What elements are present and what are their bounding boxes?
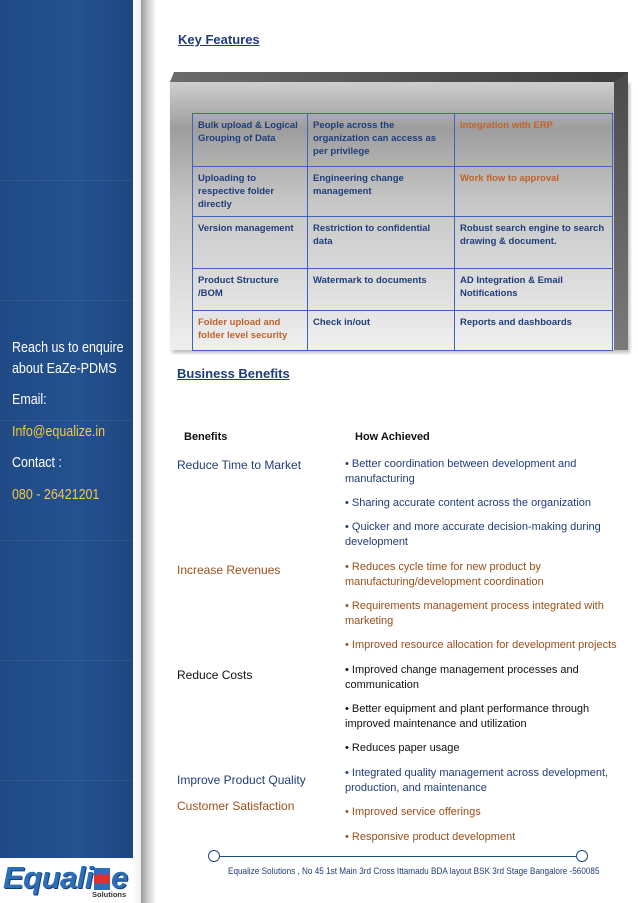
- table-cell: Work flow to approval: [455, 167, 613, 217]
- benefit-item: Improve Product Quality: [177, 773, 306, 787]
- table-cell: Reports and dashboards: [455, 311, 613, 351]
- benefit-item: Increase Revenues: [177, 563, 281, 577]
- enquire-text-line-2: about EaZe-PDMS: [12, 360, 117, 377]
- footer-left-dot: [208, 850, 220, 862]
- features-table: [192, 113, 613, 351]
- features-panel-side: [614, 72, 628, 350]
- benefit-item: Customer Satisfaction: [177, 799, 295, 813]
- footer-right-dot: [576, 850, 588, 862]
- achievement-point: • Responsive product development: [345, 831, 516, 843]
- achievement-point: • Improved service offerings: [345, 806, 481, 818]
- achievement-point: • Quicker and more accurate decision-making during development: [345, 521, 601, 548]
- contact-label: Contact :: [12, 455, 62, 471]
- table-cell: Version management: [193, 217, 308, 269]
- contact-block: [12, 338, 124, 505]
- table-cell: AD Integration & Email Notifications: [455, 269, 613, 311]
- table-cell: Folder upload and folder level security: [193, 311, 308, 351]
- benefit-item: Reduce Costs: [177, 668, 253, 682]
- table-row: [193, 217, 613, 269]
- table-row: [193, 311, 613, 351]
- logo-subtext: Solutions: [92, 890, 127, 899]
- table-cell: Product Structure /BOM: [193, 269, 308, 311]
- key-features-title: Key Features: [178, 32, 260, 47]
- benefit-item: Reduce Time to Market: [177, 458, 302, 472]
- email-label: Email:: [12, 392, 47, 408]
- logo-wordmark: Equali e: [3, 860, 128, 895]
- footer-address: Equalize Solutions , No 45 1st Main 3rd Cross Ittamadu BDA layout BSK 3rd Stage Bangalore -560085: [228, 866, 600, 877]
- achievement-point: • Improved resource allocation for development projects: [345, 639, 617, 651]
- enquire-text-line-1: Reach us to enquire: [12, 340, 124, 356]
- phone-number: 080 - 26421201: [12, 486, 100, 503]
- achievement-point: • Reduces cycle time for new product by manufacturing/development coordination: [345, 561, 544, 588]
- achievement-point: • Improved change management processes and communication: [345, 664, 579, 691]
- sidebar: [0, 0, 133, 903]
- achievement-point: • Better equipment and plant performance through improved maintenance and utilization: [345, 703, 590, 730]
- business-benefits-title: Business Benefits: [177, 366, 290, 381]
- table-cell: Robust search engine to search drawing & document.: [455, 217, 613, 269]
- achievement-point: • Sharing accurate content across the organization: [345, 497, 591, 509]
- table-cell: Engineering change management: [308, 167, 455, 217]
- table-row: [193, 167, 613, 217]
- sidebar-gap: [133, 0, 141, 903]
- table-cell: People across the organization can access as per privilege: [308, 114, 455, 167]
- table-cell: Uploading to respective folder directly: [193, 167, 308, 217]
- achievement-point: • Integrated quality management across development, production, and maintenance: [345, 767, 609, 794]
- footer-divider: [215, 856, 581, 857]
- table-cell: Watermark to documents: [308, 269, 455, 311]
- features-panel-top: [170, 72, 628, 82]
- benefits-column-header: Benefits: [184, 431, 228, 443]
- table-row: [193, 269, 613, 311]
- table-cell: Restriction to confidential data: [308, 217, 455, 269]
- how-achieved-column-header: How Achieved: [355, 431, 430, 443]
- logo-z-mark: [94, 868, 110, 890]
- table-cell: Bulk upload & Logical Grouping of Data: [193, 114, 308, 167]
- achievement-point: • Requirements management process integrated with marketing: [345, 600, 604, 627]
- table-cell: Integration with ERP: [455, 114, 613, 167]
- achievement-point: • Better coordination between development and manufacturing: [345, 458, 577, 485]
- table-cell: Check in/out: [308, 311, 455, 351]
- sidebar-bevel: [141, 0, 155, 903]
- table-row: [193, 114, 613, 167]
- achievement-point: • Reduces paper usage: [345, 742, 460, 754]
- company-logo: [0, 858, 133, 903]
- email-link[interactable]: Info@equalize.in: [12, 423, 106, 440]
